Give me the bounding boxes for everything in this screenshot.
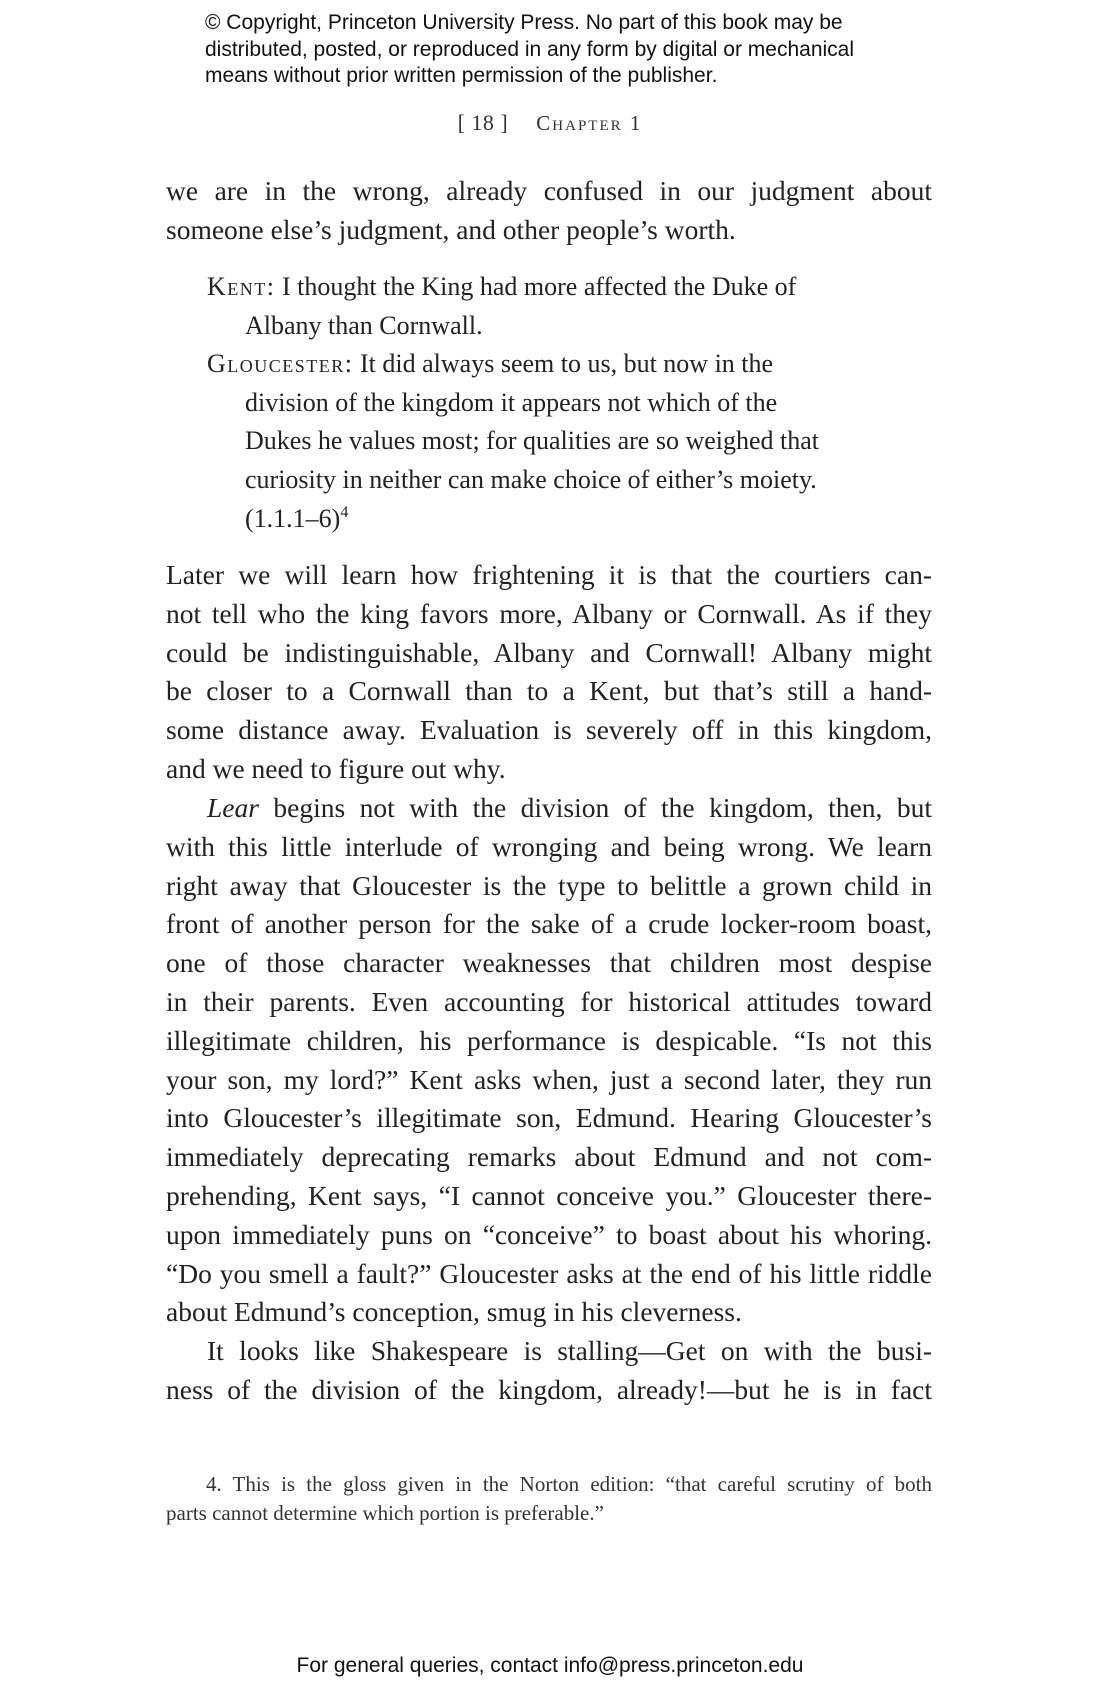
paragraph-2 [166,789,932,1332]
paragraph-3 [166,1332,932,1410]
speaker-gloucester: Gloucester: [207,349,354,379]
chapter-label: Chapter 1 [536,111,643,135]
text-line: about Edmund’s conception, smug in his cleverness. [166,1296,742,1328]
text-line: some distance away. Evaluation is severely off in this kingdom, [166,714,932,746]
text-line: your son, my lord?” Kent asks when, just a second later, they run [166,1063,932,1095]
footnote [166,1470,932,1528]
text-line: right away that Gloucester is the type to belittle a grown child in [166,869,932,901]
text-line: in their parents. Even accounting for historical attitudes toward [166,985,932,1017]
text-line: Later we will learn how frightening it is that the courtiers can- [166,559,932,590]
text-line: ness of the division of the kingdom, already!—but he is in fact [166,1373,932,1405]
citation-line [207,500,907,539]
text-line: someone else’s judgment, and other people’s worth. [166,213,736,245]
verse-line: Dukes he values most; for qualities are so weighed that [245,426,820,456]
text-line: and we need to figure out why. [166,752,506,784]
page-number: [ 18 ] [457,110,509,135]
copyright-line: distributed, posted, or reproduced in any form by digital or mechanical [205,37,855,61]
footnote-line: 4. This is the gloss given in the Norton edition: “that careful scrutiny of both [206,1472,932,1496]
text-line: be closer to a Cornwall than to a Kent, but that’s still a hand- [166,675,932,707]
copyright-line: © Copyright, Princeton University Press. No part of this book may be [205,11,843,34]
running-head [0,110,1100,136]
text-line: illegitimate children, his performance is despicable. “Is not this [166,1024,932,1056]
text-line: immediately deprecating remarks about Edmund and not com- [166,1141,932,1173]
text-line: one of those character weaknesses that children most despise [166,947,932,979]
verse-line: Albany than Cornwall. [245,310,483,340]
intro-paragraph [166,172,932,250]
citation: (1.1.1–6) [245,503,341,533]
text-line: upon immediately puns on “conceive” to boast about his whoring. [166,1218,932,1250]
text-line: we are in the wrong, already confused in our judgment about [166,175,932,206]
verse-quotation [207,268,907,538]
text-line: not tell who the king favors more, Albany or Cornwall. As if they [166,597,932,629]
footnote-line: parts cannot determine which portion is preferable.” [166,1501,604,1525]
contact-line: For general queries, contact info@press.princeton.edu [296,1654,804,1677]
italic-title: Lear [207,792,259,823]
footnote-ref[interactable]: 4 [340,503,349,521]
text-line: front of another person for the sake of a crude locker-room boast, [166,908,932,940]
paragraph-1 [166,556,932,789]
text-line: prehending, Kent says, “I cannot conceive you.” Gloucester there- [166,1179,932,1211]
text-line: “Do you smell a fault?” Gloucester asks at the end of his little riddle [166,1257,932,1289]
text-line: It looks like Shakespeare is stalling—Get on with the busi- [207,1335,932,1366]
copyright-line: means without prior written permission of the publisher. [205,64,718,87]
text-line: could be indistinguishable, Albany and Cornwall! Albany might [166,636,932,668]
copyright-notice [205,10,925,90]
verse-line: Kent: I thought the King had more affected the Duke of [207,272,797,301]
verse-line: curiosity in neither can make choice of either’s moiety. [245,464,817,494]
text-line: Lear begins not with the division of the kingdom, then, but [207,792,932,823]
text-line: with this little interlude of wronging and being wrong. We learn [166,830,932,862]
speaker-kent: Kent: [207,272,276,301]
text-line: into Gloucester’s illegitimate son, Edmund. Hearing Gloucester’s [166,1102,932,1134]
verse-line: Gloucester: It did always seem to us, but now in the [207,349,774,379]
verse-line: division of the kingdom it appears not which of the [245,387,778,417]
